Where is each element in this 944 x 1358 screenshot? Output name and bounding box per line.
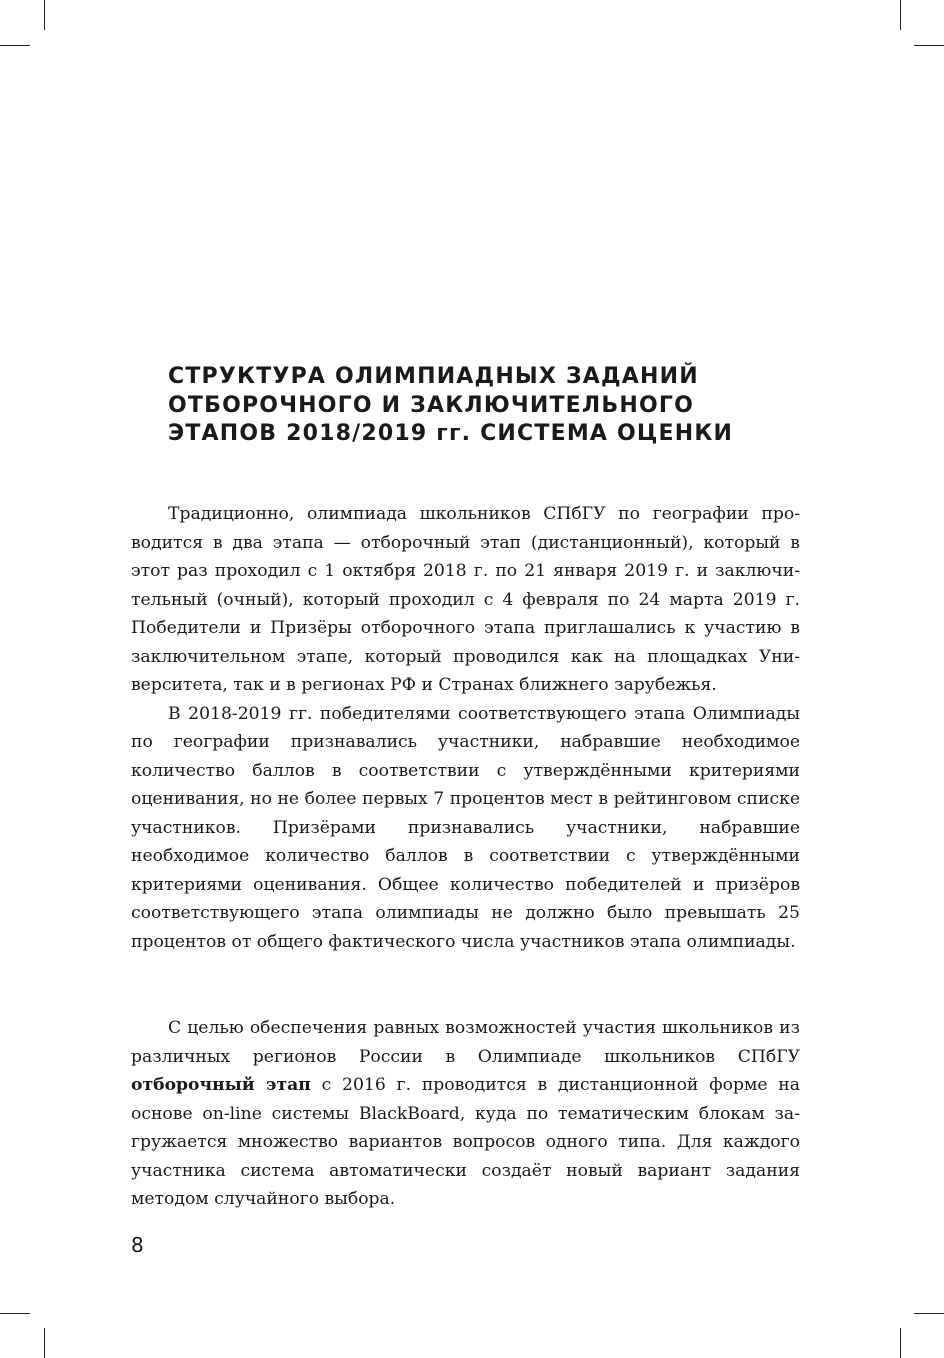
crop-mark-top-right-h (914, 45, 944, 46)
crop-mark-top-left-v (44, 0, 45, 30)
crop-mark-bottom-left-h (0, 1313, 30, 1314)
crop-mark-top-right-v (900, 0, 901, 30)
section-heading (168, 363, 808, 449)
heading-line-2: ОТБОРОЧНОГО И ЗАКЛЮЧИТЕЛЬНОГО (168, 392, 694, 418)
paragraph-2: В 2018-2019 гг. победителями соответствующего этапа Олимпиады по географии признавались участники, набравшие необходимое количество баллов в соответствии с утверждёнными критериями оценивания, но не более первых 7 процентов мест в рейтинговом списке участников. Призёрами признавались участники, набравшие необходимое количество баллов в соответствии с утверждёнными критериями оценивания. Общее количество победителей и призёров соответствующего этапа олимпиады не должно было превышать 25 процентов от общего фактического числа участников этапа олимпиады. (131, 703, 800, 952)
crop-mark-top-left-h (0, 45, 30, 46)
crop-mark-bottom-left-v (44, 1328, 45, 1358)
text-block-2 (131, 1014, 800, 1214)
heading-line-1: СТРУКТУРА ОЛИМПИАДНЫХ ЗАДАНИЙ (168, 364, 699, 389)
page-number: 8 (131, 1233, 144, 1257)
crop-mark-bottom-right-v (900, 1328, 901, 1358)
text-block-1 (131, 500, 800, 956)
paragraph-3-start: С целью обеспечения равных возможностей участия школьников из различных регионов России в Олимпиаде школьников СПбГУ (131, 1018, 800, 1067)
paragraph-1: Традиционно, олимпиада школьников СПбГУ по географии проводится в два этапа — отборочный этап (дистанционный), который в этот раз проходил с 1 октября 2018 г. по 21 января 2019 г. и заключительный (очный), который проходил с 4 февраля по 24 марта 2019 г. Победители и Призёры отборочного этапа приглашались к участию в заключительном этапе, который проводился как на площадках Университета, так и в регионах РФ и Странах ближнего зарубежья. (131, 504, 800, 695)
paragraph-3-end: с 2016 г. проводится в дистанционной форме на основе on-line системы BlackBoard, куда по тематическим блокам загружается множество вариантов вопросов одного типа. Для каждого участника система автоматически создаёт новый вариант задания методом случайного выбора. (131, 1075, 800, 1209)
paragraph-3-bold-term: отборочный этап (131, 1075, 311, 1095)
paragraph-3 (131, 1014, 800, 1214)
crop-mark-bottom-right-h (914, 1313, 944, 1314)
heading-line-3: ЭТАПОВ 2018/2019 гг. СИСТЕМА ОЦЕНКИ (168, 421, 734, 446)
